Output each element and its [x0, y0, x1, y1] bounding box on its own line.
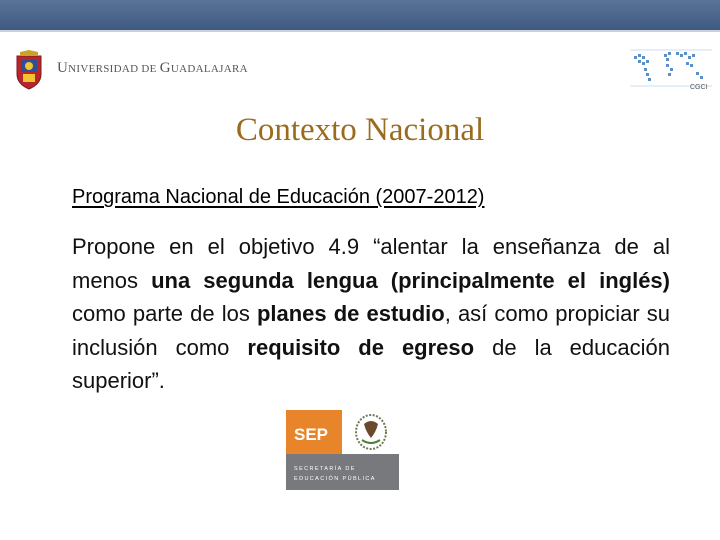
cgci-label: CGCI — [690, 84, 708, 91]
university-name: UNIVERSIDAD DE GUADALAJARA — [57, 60, 248, 76]
slide-title: Contexto Nacional — [235, 112, 485, 148]
top-banner — [0, 0, 720, 30]
program-heading: Programa Nacional de Educación (2007-2012) — [72, 186, 485, 208]
body-paragraph: Propone en el objetivo 4.9 “alentar la enseñanza de al menos una segunda lengua (principalmente el inglés) como parte de los planes de estudio, así como propiciar su inclusión como requisito de egreso de la educación superior”. — [72, 234, 670, 393]
sep-acronym: SEP — [294, 425, 329, 444]
university-seal-icon — [14, 50, 44, 90]
sep-line2: EDUCACIÓN PÚBLICA — [294, 476, 376, 482]
sep-logo — [286, 410, 399, 490]
sep-line1: SECRETARÍA DE — [294, 466, 356, 472]
header-divider — [0, 30, 720, 32]
